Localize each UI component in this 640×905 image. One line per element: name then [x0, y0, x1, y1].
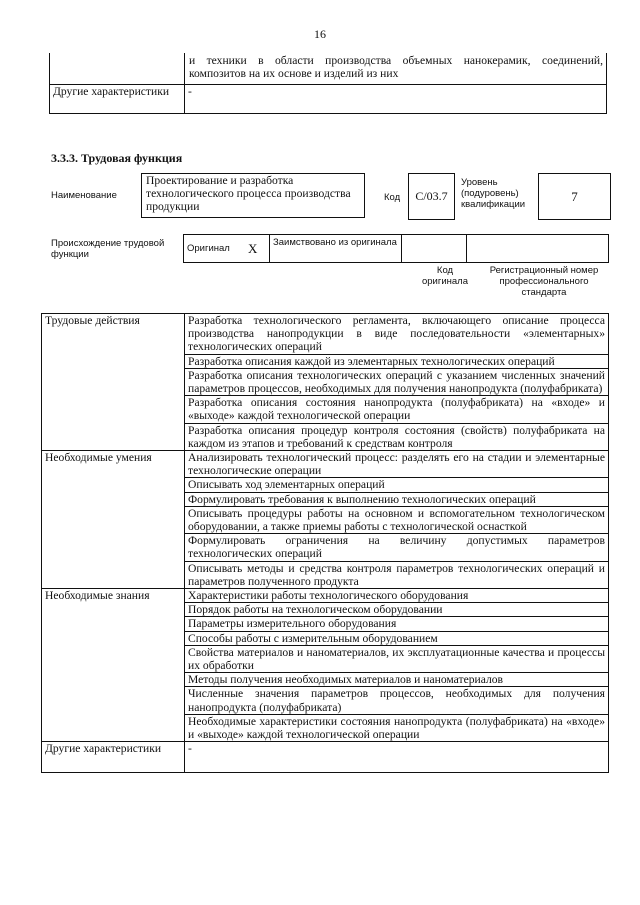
list-item: Методы получения необходимых материалов и наноматериалов [185, 673, 609, 687]
list-item: Формулировать ограничения на величину допустимых параметров технологических операций [185, 534, 609, 561]
category-label: Необходимые умения [42, 451, 185, 589]
list-item: Параметры измерительного оборудования [185, 617, 609, 631]
other-characteristics-label: Другие характеристики [42, 742, 185, 773]
reg-number-caption: Регистрационный номер профессионального стандарта [489, 265, 599, 298]
list-item: Формулировать требования к выполнению технологических операций [185, 492, 609, 506]
table-row [42, 742, 609, 773]
list-item: Характеристики работы технологического оборудования [185, 589, 609, 603]
list-item: Способы работы с измерительным оборудованием [185, 631, 609, 645]
original-mark: Х [245, 235, 270, 263]
code-original-caption: Код оригинала [421, 265, 468, 287]
section-heading: 3.3.3. Трудовая функция [51, 151, 183, 165]
level-value: 7 [571, 188, 578, 204]
level-label: Уровень (подуровень) квалификации [461, 177, 526, 210]
other-characteristics-value: - [185, 742, 609, 773]
code-original-cell [402, 235, 467, 263]
table-row [184, 235, 609, 263]
code-box [408, 173, 455, 220]
category-label: Трудовые действия [42, 314, 185, 451]
origin-table [183, 234, 609, 263]
list-item: Разработка описания технологических операций с указанием численных значений параметров процессов, необходимых для получения нанопродукта (полуфабриката) [185, 368, 609, 395]
empty-cell [50, 53, 185, 85]
list-item: Описывать методы и средства контроля параметров технологических операций и параметров полученного продукта [185, 561, 609, 588]
table-row [50, 85, 607, 114]
list-item: Разработка технологического регламента, включающего описание процесса производства нанопродукции в виде последовательности «элементарных» технологических операций [185, 314, 609, 355]
list-item: Необходимые характеристики состояния нанопродукта (полуфабриката) на «входе» и «выходе» каждой технологической операции [185, 714, 609, 741]
list-item: Разработка описания процедур контроля состояния (свойств) полуфабриката на каждом из этапов и требований к средствам контроля [185, 423, 609, 450]
function-details-table [41, 313, 609, 773]
borrowed-label: Заимствовано из оригинала [270, 235, 402, 263]
list-item: Порядок работы на технологическом оборудовании [185, 603, 609, 617]
category-label: Необходимые знания [42, 589, 185, 742]
list-item: Свойства материалов и наноматериалов, их эксплуатационные качества и процессы их обработки [185, 645, 609, 672]
list-item: Описывать ход элементарных операций [185, 478, 609, 492]
origin-label: Происхождение трудовой функции [51, 238, 165, 260]
previous-function-table [49, 53, 607, 114]
continuation-text: и техники в области производства объемных нанокерамик, соединений, композитов на их основе и изделий из них [185, 53, 607, 85]
original-label: Оригинал [184, 235, 246, 263]
table-row [42, 589, 609, 603]
table-row [42, 314, 609, 355]
function-name: Проектирование и разработка технологического процесса производства продукции [146, 174, 351, 213]
list-item: Описывать процедуры работы на основном и вспомогательном технологическом оборудовании, а также приемы работы с технологической оснасткой [185, 506, 609, 533]
table-row [50, 53, 607, 85]
page-number: 16 [314, 27, 326, 41]
list-item: Численные значения параметров процессов, необходимых для получения нанопродукта (полуфабриката) [185, 687, 609, 714]
other-characteristics-label: Другие характеристики [50, 85, 185, 114]
code-value: С/03.7 [415, 189, 448, 203]
reg-number-cell [467, 235, 609, 263]
list-item: Разработка описания каждой из элементарных технологических операций [185, 354, 609, 368]
code-label: Код [384, 192, 401, 203]
name-label: Наименование [51, 190, 117, 201]
level-box [538, 173, 611, 220]
list-item: Анализировать технологический процесс: разделять его на стадии и элементарные технологические операции [185, 451, 609, 478]
function-name-box [141, 173, 365, 218]
other-characteristics-value: - [185, 85, 607, 114]
list-item: Разработка описания состояния нанопродукта (полуфабриката) на «входе» и «выходе» каждой технологической операции [185, 396, 609, 423]
table-row [42, 451, 609, 478]
